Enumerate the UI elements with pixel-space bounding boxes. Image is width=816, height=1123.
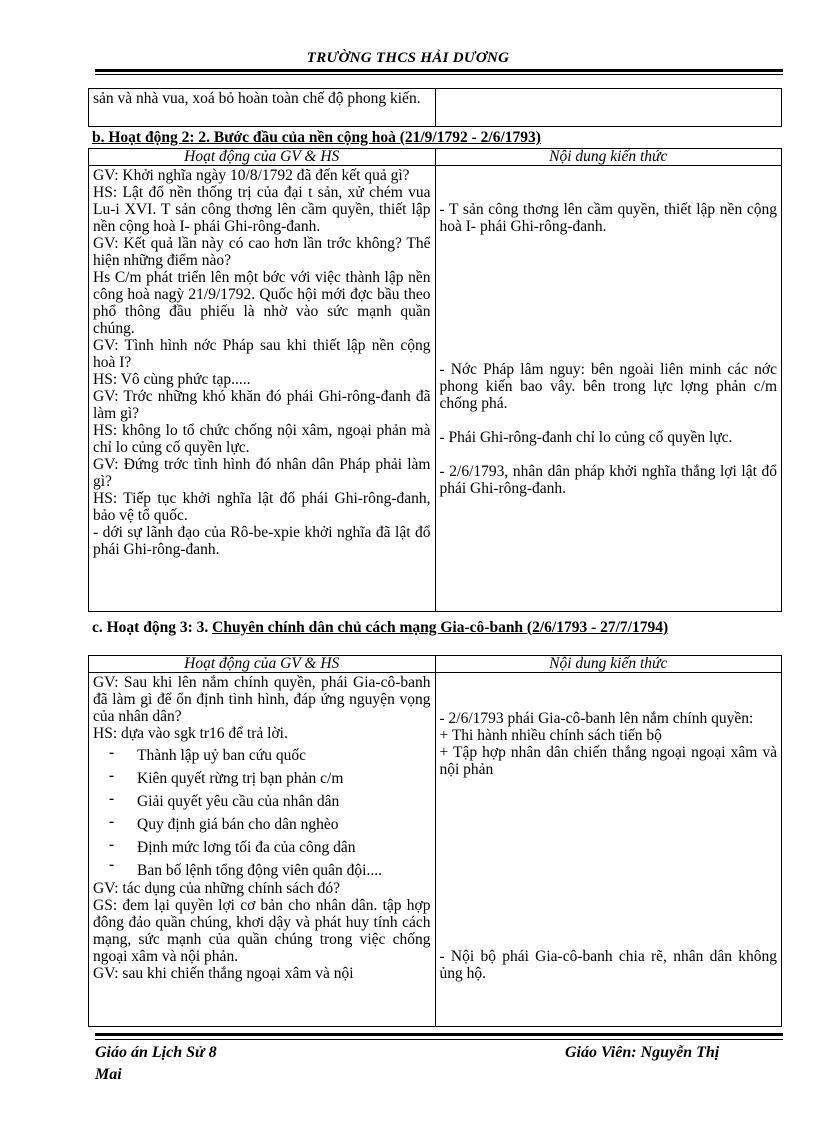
bullet-item: - Thành lập uỷ ban cứu quốc [107, 744, 431, 767]
section-c-title: Chuyên chính dân chủ cách mạng Gia-cô-banh (2/6/1793 - 27/7/1794) [212, 619, 669, 636]
t3-right-para: + Tập hợp nhân dân chiến thắng ngoại ngoại xâm và nội phản [439, 744, 777, 778]
continuation-left-cell: sản và nhà vua, xoá bỏ hoàn toàn chế độ phong kiến. [89, 89, 436, 127]
bullet-item: - Quy định giá bán cho dân nghèo [107, 813, 431, 836]
section-c-prefix: c. Hoạt động 3: 3. [92, 619, 213, 636]
table3-right-cell [435, 673, 782, 1027]
t3-left-para: GV: sau khi chiến thắng ngoại xâm và nội [93, 965, 354, 982]
t2-left-para: HS: Tiếp tục khởi nghĩa lật đổ phái Ghi-rông-đanh, bảo vệ tổ quốc. [93, 490, 431, 524]
footer-course-title: Giáo án Lịch Sử 8 [95, 1044, 217, 1061]
table3-header-left: Hoạt động của GV & HS [89, 656, 436, 673]
t3-left-para: GS: đem lại quyền lợi cơ bản cho nhân dân. tập hợp đông đảo quần chúng, khơi dậy và phát huy tính cách mạng, sức mạnh của quần chúng trong việc chống ngoại xâm và nội phản. [93, 897, 431, 965]
t2-left-para: - dới sự lãnh đạo của Rô-be-xpie khởi nghĩa đã lật đổ phái Ghi-rông-đanh. [93, 524, 431, 558]
t2-left-para: GV: Trớc những khó khăn đó phái Ghi-rông-đanh đã làm gì? [93, 388, 431, 422]
t2-left-para: HS: không lo tổ chức chống nội xâm, ngoại phản mà chỉ lo củng cố quyền lực. [93, 422, 431, 456]
policy-bullet-list [93, 744, 431, 880]
table3-left-cell [89, 673, 436, 1027]
t2-right-para: - 2/6/1793, nhân dân pháp khởi nghĩa thắng lợi lật đổ phái Ghi-rông-đanh. [439, 463, 777, 497]
table2-header-right: Nội dung kiến thức [435, 149, 782, 166]
section-b-heading [92, 130, 782, 146]
t2-left-para: GV: Đứng trớc tình hình đó nhân dân Pháp phải làm gì? [93, 456, 431, 490]
continuation-table [88, 88, 782, 127]
table2-left-cell [89, 166, 436, 612]
bullet-item: - Giải quyết yêu cầu của nhân dân [107, 790, 431, 813]
footer-left [95, 1042, 217, 1086]
page-header-title: TRƯỜNG THCS HẢI DƯƠNG [306, 50, 510, 66]
t2-left-para: GV: Tình hình nớc Pháp sau khi thiết lập nền cộng hoà I? [93, 337, 431, 371]
section-b-title: b. Hoạt động 2: 2. Bước đầu của nền cộng hoà (21/9/1792 - 2/6/1793) [92, 129, 541, 146]
t2-left-para: HS: Lật đổ nền thống trị của đại t sản, xử chém vua Lu-i XVI. T sản công thơng lên cầm quyền, thiết lập nền cộng hoà I- phái Ghi-rông-đanh. [93, 184, 431, 235]
table2-right-cell [435, 166, 782, 612]
bullet-item: - Định mức lơng tối đa của công dân [107, 836, 431, 859]
header-rule-thin [95, 74, 783, 75]
footer-author-tail: Mai [95, 1066, 122, 1083]
footer-right [565, 1042, 719, 1064]
t2-left-para: GV: Kết quả lần này có cao hơn lần trớc không? Thể hiện những điểm nào? [93, 235, 431, 269]
footer-rule-thin [95, 1039, 783, 1040]
footer-teacher: Giáo Viên: Nguyễn Thị [565, 1044, 720, 1061]
activity2-table [88, 148, 782, 612]
t2-left-para: GV: Khởi nghĩa ngày 10/8/1792 đã đến kết quả gì? [93, 167, 410, 184]
activity3-table [88, 655, 782, 1027]
t2-right-para: - Phái Ghi-rông-đanh chỉ lo củng cố quyền lực. [439, 429, 733, 446]
t3-left-para: GV: tác dụng của những chính sách đó? [93, 880, 341, 897]
t3-left-para: GV: Sau khi lên nắm chính quyền, phái Gia-cô-banh đã làm gì để ổn định tình hình, đáp ứng nguyện vọng của nhân dân? [93, 674, 431, 725]
t3-right-para: - 2/6/1793 phái Gia-cô-banh lên nắm chính quyền: [439, 710, 754, 727]
bullet-item: - Ban bố lệnh tổng động viên quân đội.... [107, 859, 431, 880]
t3-left-para: HS: dựa vào sgk tr16 để trả lời. [93, 725, 288, 742]
t3-right-para: - Nội bộ phái Gia-cô-banh chia rẽ, nhân dân không ủng hộ. [439, 948, 777, 982]
t2-right-para: - T sản công thơng lên cầm quyền, thiết lập nền cộng hoà I- phái Ghi-rông-đanh. [439, 201, 777, 235]
table2-header-left: Hoạt động của GV & HS [89, 149, 436, 166]
bullet-item: - Kiên quyết rừng trị bạn phản c/m [107, 767, 431, 790]
t2-left-para: HS: Vô cùng phức tạp..... [93, 371, 251, 388]
t2-left-para: Hs C/m phát triển lên một bớc với việc thành lập nền công hoà nagỳ 21/9/1792. Quốc hội mới đợc bầu theo phổ thông đầu phiếu là nhờ vào sức mạnh quần chúng. [93, 269, 431, 337]
header-rule-thick [95, 69, 783, 72]
t2-right-para: - Nớc Pháp lâm nguy: bên ngoài liên minh các nớc phong kiến bao vây. bên trong lực lợng phản c/m chống phá. [439, 361, 777, 412]
continuation-right-cell [435, 89, 782, 127]
table3-header-right: Nội dung kiến thức [435, 656, 782, 673]
footer-rule-thick [95, 1033, 783, 1036]
t3-right-para: + Thi hành nhiều chính sách tiến bộ [439, 727, 662, 744]
section-c-heading [92, 620, 782, 636]
